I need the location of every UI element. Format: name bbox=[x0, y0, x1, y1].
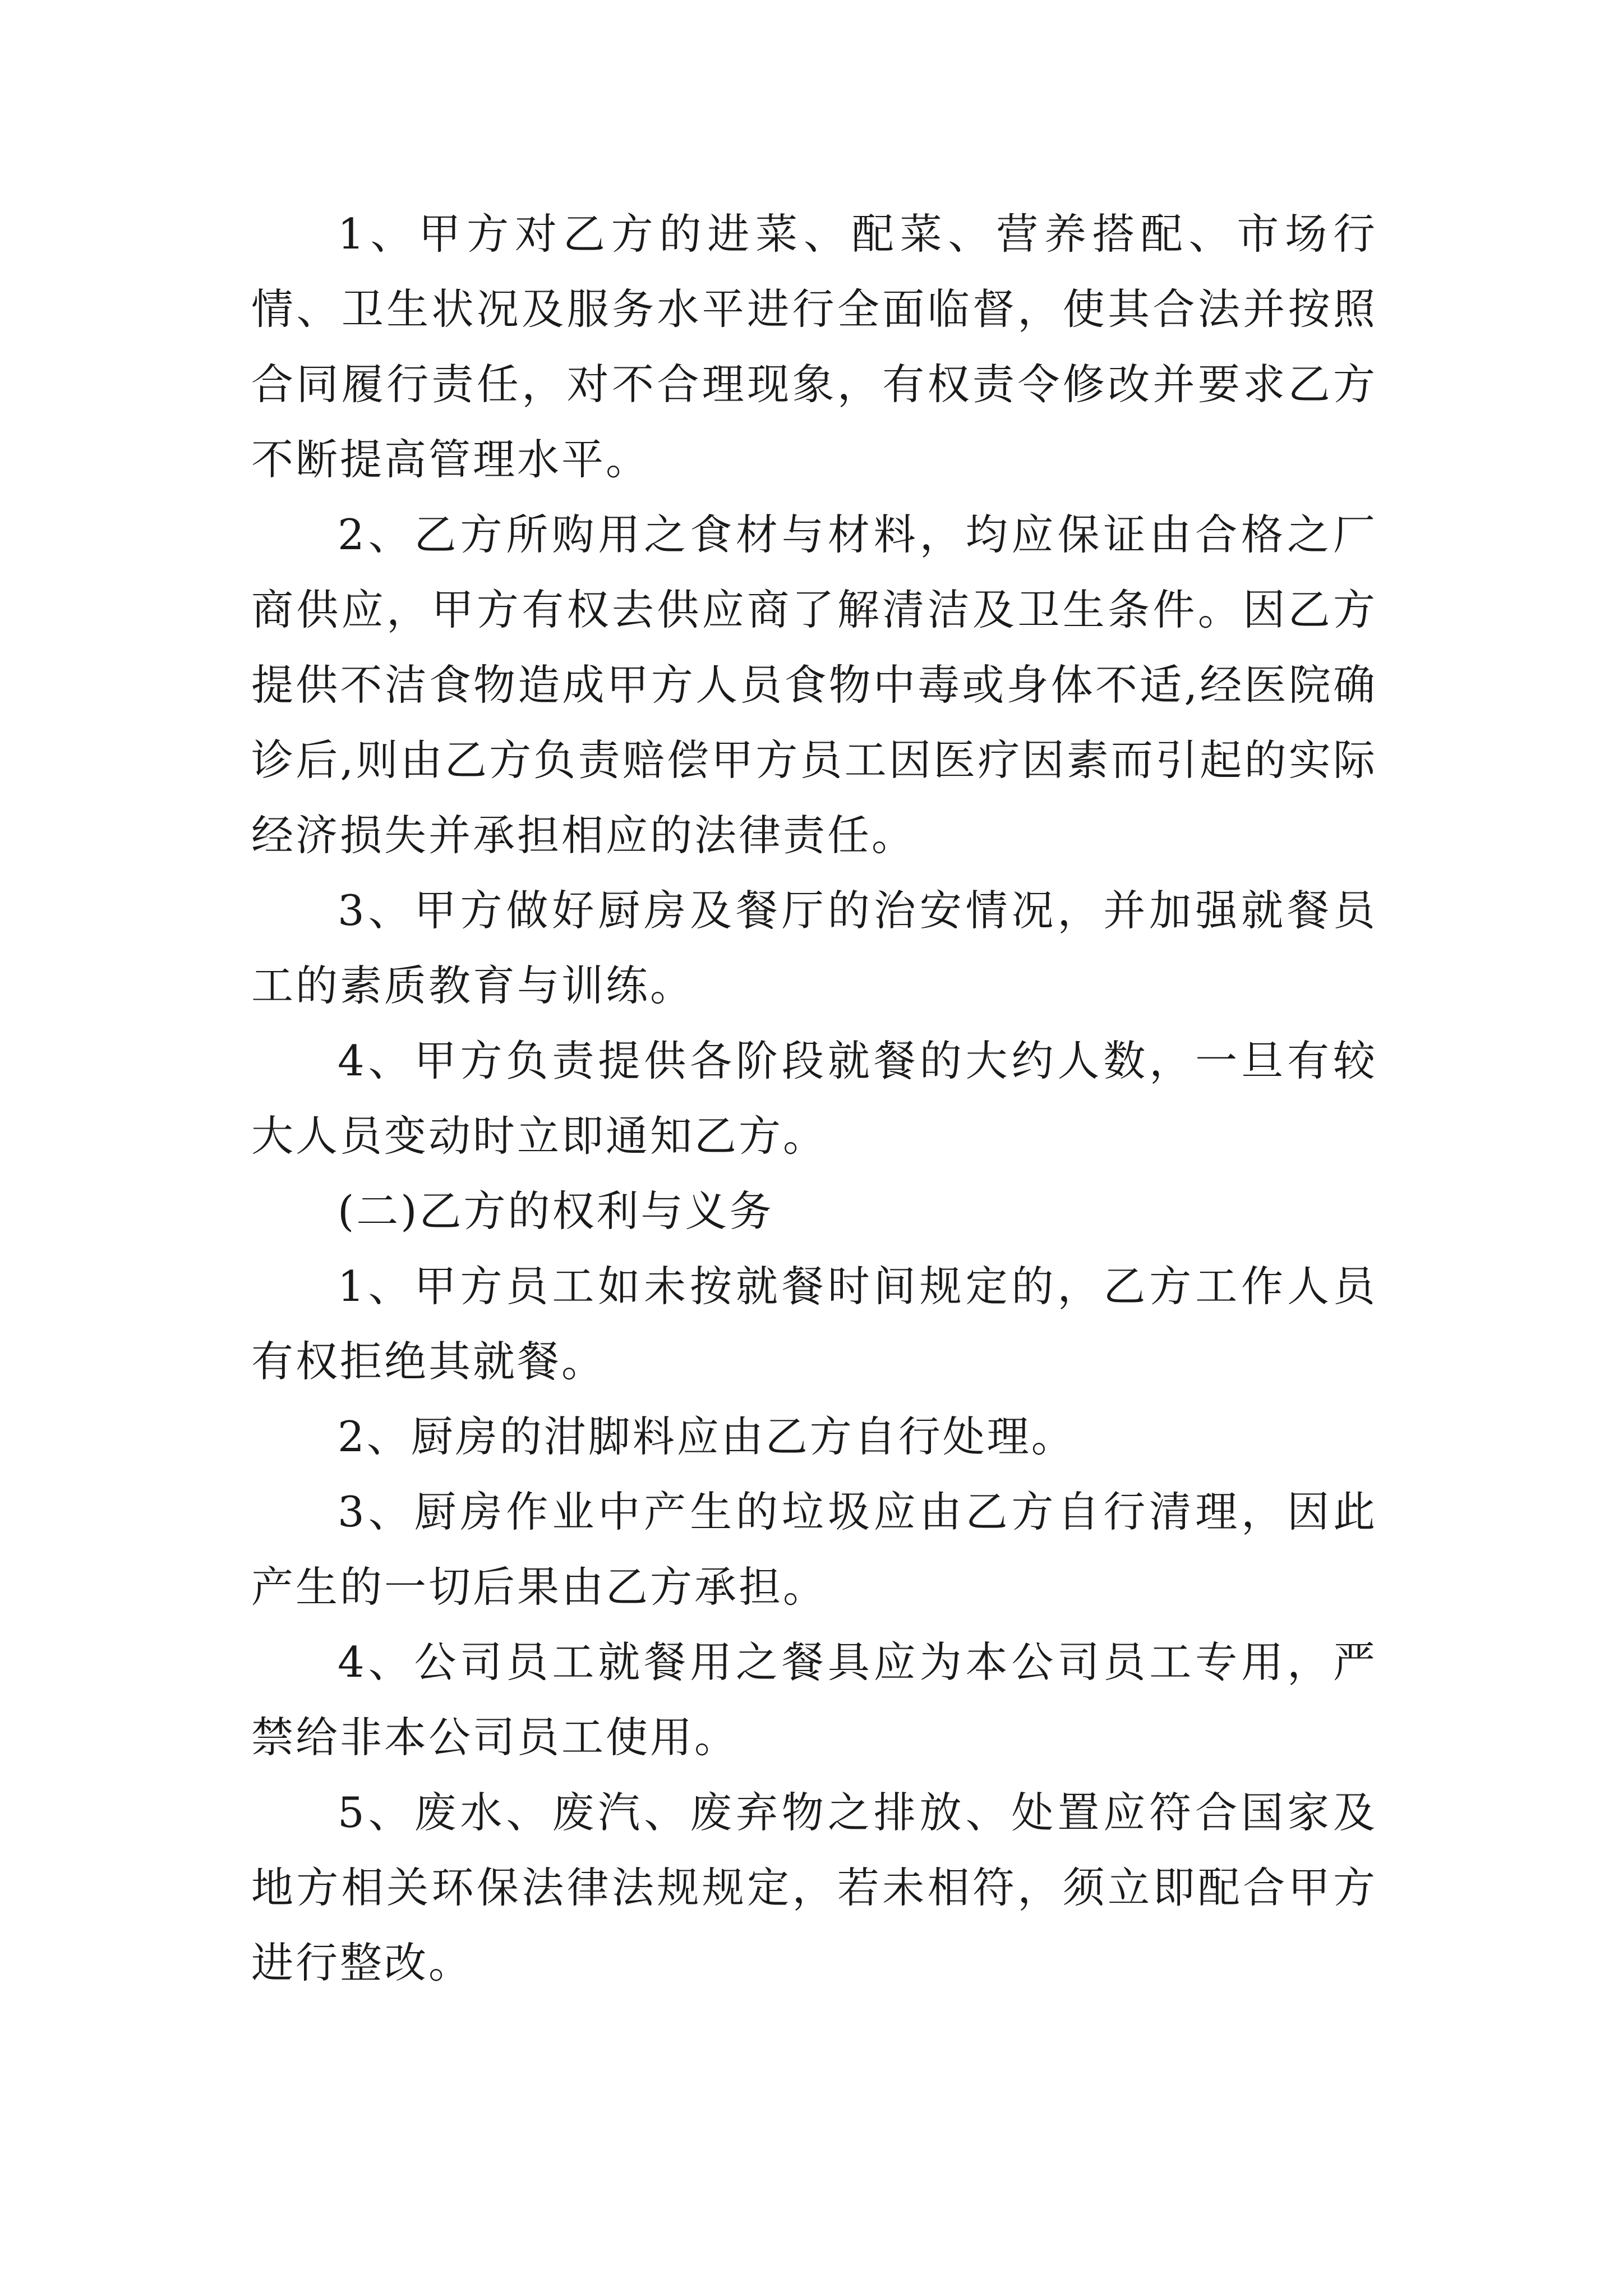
paragraph-b-1: 1、甲方员工如未按就餐时间规定的，乙方工作人员有权拒绝其就餐。 bbox=[251, 1262, 1377, 1386]
paragraph-b-5: 5、废水、废汽、废弃物之排放、处置应符合国家及地方相关环保法律法规规定，若未相符，须立即配合甲方进行整改。 bbox=[251, 1788, 1377, 1987]
paragraph-a-3: 3、甲方做好厨房及餐厅的治安情况，并加强就餐员工的素质教育与训练。 bbox=[251, 886, 1377, 1010]
document-body bbox=[251, 196, 1377, 2000]
paragraph-a-1: 1、甲方对乙方的进菜、配菜、营养搭配、市场行情、卫生状况及服务水平进行全面临督，使其合法并按照合同履行责任，对不合理现象，有权责令修改并要求乙方不断提高管理水平。 bbox=[251, 209, 1377, 484]
paragraph-b-4: 4、公司员工就餐用之餐具应为本公司员工专用，严禁给非本公司员工使用。 bbox=[251, 1637, 1377, 1762]
paragraph-b-2: 2、厨房的泔脚料应由乙方自行处理。 bbox=[338, 1412, 1076, 1461]
section-heading: (二)乙方的权利与义务 bbox=[338, 1186, 774, 1236]
paragraph-a-4: 4、甲方负责提供各阶段就餐的大约人数，一旦有较大人员变动时立即通知乙方。 bbox=[251, 1036, 1377, 1161]
paragraph-b-3: 3、厨房作业中产生的垃圾应由乙方自行清理，因此产生的一切后果由乙方承担。 bbox=[251, 1487, 1377, 1612]
paragraph-a-2: 2、乙方所购用之食材与材料，均应保证由合格之厂商供应，甲方有权去供应商了解清洁及卫生条件。因乙方提供不洁食物造成甲方人员食物中毒或身体不适,经医院确诊后,则由乙方负责赔偿甲方员工因医疗因素而引起的实际经济损失并承担相应的法律责任。 bbox=[251, 510, 1377, 860]
